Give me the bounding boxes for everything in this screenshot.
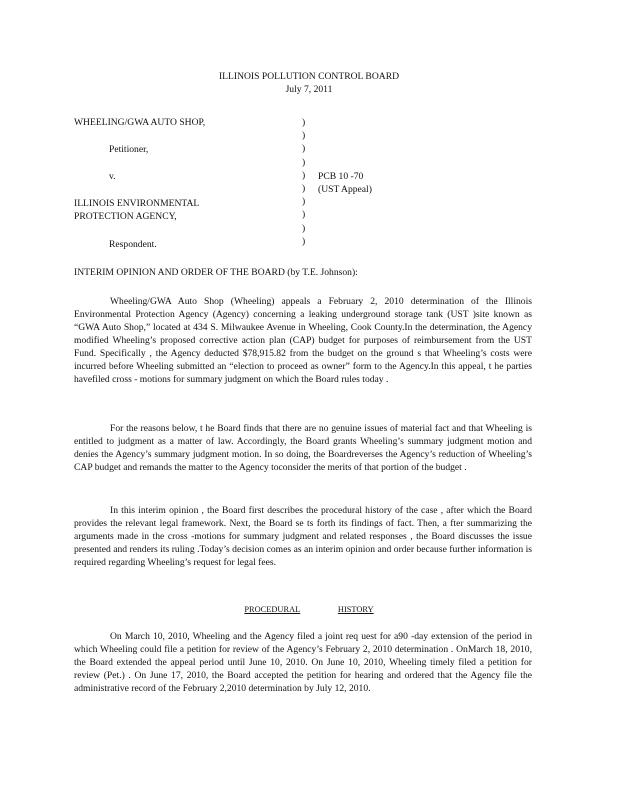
respondent-name-line1: ILLINOIS ENVIRONMENTAL: [74, 198, 200, 209]
section-heading-word: PROCEDURAL: [244, 605, 301, 614]
respondent-role: Respondent.: [109, 239, 157, 250]
caption-paren: ): [302, 196, 306, 208]
history-paragraph: On March 10, 2010, Wheeling and the Agency filed a joint req uest for a90 -day extension of the period in which Wheeling could file a petition for review of the Agency’s February 2, 2010 determination . OnMarch 18, 2010, the Board extended the appeal period until June 10, 2010. On June 10, 2010, Wheeling timely filed a petition for review (Pet.) . On June 17, 2010, the Board accepted the petition for hearing and ordered that the Agency file the administrative record of the February 2,2010 determination by July 12, 2010.: [74, 631, 532, 694]
petitioner-name: WHEELING/GWA AUTO SHOP,: [74, 117, 206, 128]
caption-paren: ): [302, 182, 306, 194]
caption-paren: ): [302, 156, 306, 168]
caption-paren-column: [302, 116, 305, 248]
section-heading-word: HISTORY: [337, 605, 374, 614]
opinion-date: July 7, 2011: [285, 84, 333, 95]
caption-paren: ): [302, 209, 306, 221]
board-title: ILLINOIS POLLUTION CONTROL BOARD: [218, 71, 400, 82]
body-paragraph: In this interim opinion , the Board first describes the procedural history of the case , after which the Board provides the relevant legal framework. Next, the Board se ts forth its findings of fact. Then, a fter summarizing the arguments made in the cross -motions for summary judgment and related responses , the Board discusses the issue presented and renders its ruling .Today’s decision comes as an interim opinion and order because further information is required regarding Wheeling’s request for legal fees.: [74, 505, 532, 568]
caption-paren: ): [302, 130, 306, 142]
case-number: PCB 10 -70: [318, 171, 364, 182]
respondent-name-line2: PROTECTION AGENCY,: [74, 211, 177, 222]
versus-label: v.: [109, 171, 116, 182]
body-paragraph: For the reasons below, t he Board finds that there are no genuine issues of material fact and that Wheeling is entitled to judgment as a matter of law. Accordingly, the Board grants Wheeling’s summary judgment motion and denies the Agency’s summary judgment motion. In so doing, the Boardreverses the Agency’s reduction of Wheeling’s CAP budget and remands the matter to the Agency toconsider the merits of that portion of the budget .: [74, 423, 532, 473]
body-paragraph: Wheeling/GWA Auto Shop (Wheeling) appeals a February 2, 2010 determination of the Illinois Environmental Protection Agency (Agency) concerning a leaking underground storage tank (UST )site known as “GWA Auto Shop,” located at 434 S. Milwaukee Avenue in Wheeling, Cook County.In the determination, the Agency modified Wheeling’s proposed corrective action plan (CAP) budget for purposes of reimbursement from the UST Fund. Specifically , the Agency deducted $78,915.82 from the budget on the ground s that Wheeling’s costs were incurred before Wheeling submitted an “election to proceed as owner” form to the Agency.In this appeal, t he parties havefiled cross - motions for summary judgment on which the Board rules today .: [74, 296, 532, 385]
caption-paren: ): [302, 143, 306, 155]
section-heading: [0, 603, 618, 616]
caption-paren: ): [302, 169, 306, 181]
caption-paren: ): [302, 117, 306, 128]
caption-paren: ): [302, 235, 306, 247]
caption-paren: ): [302, 222, 306, 234]
opinion-title: INTERIM OPINION AND ORDER OF THE BOARD (by T.E. Johnson):: [74, 267, 358, 278]
case-type: (UST Appeal): [318, 184, 372, 195]
petitioner-role: Petitioner,: [109, 144, 149, 155]
